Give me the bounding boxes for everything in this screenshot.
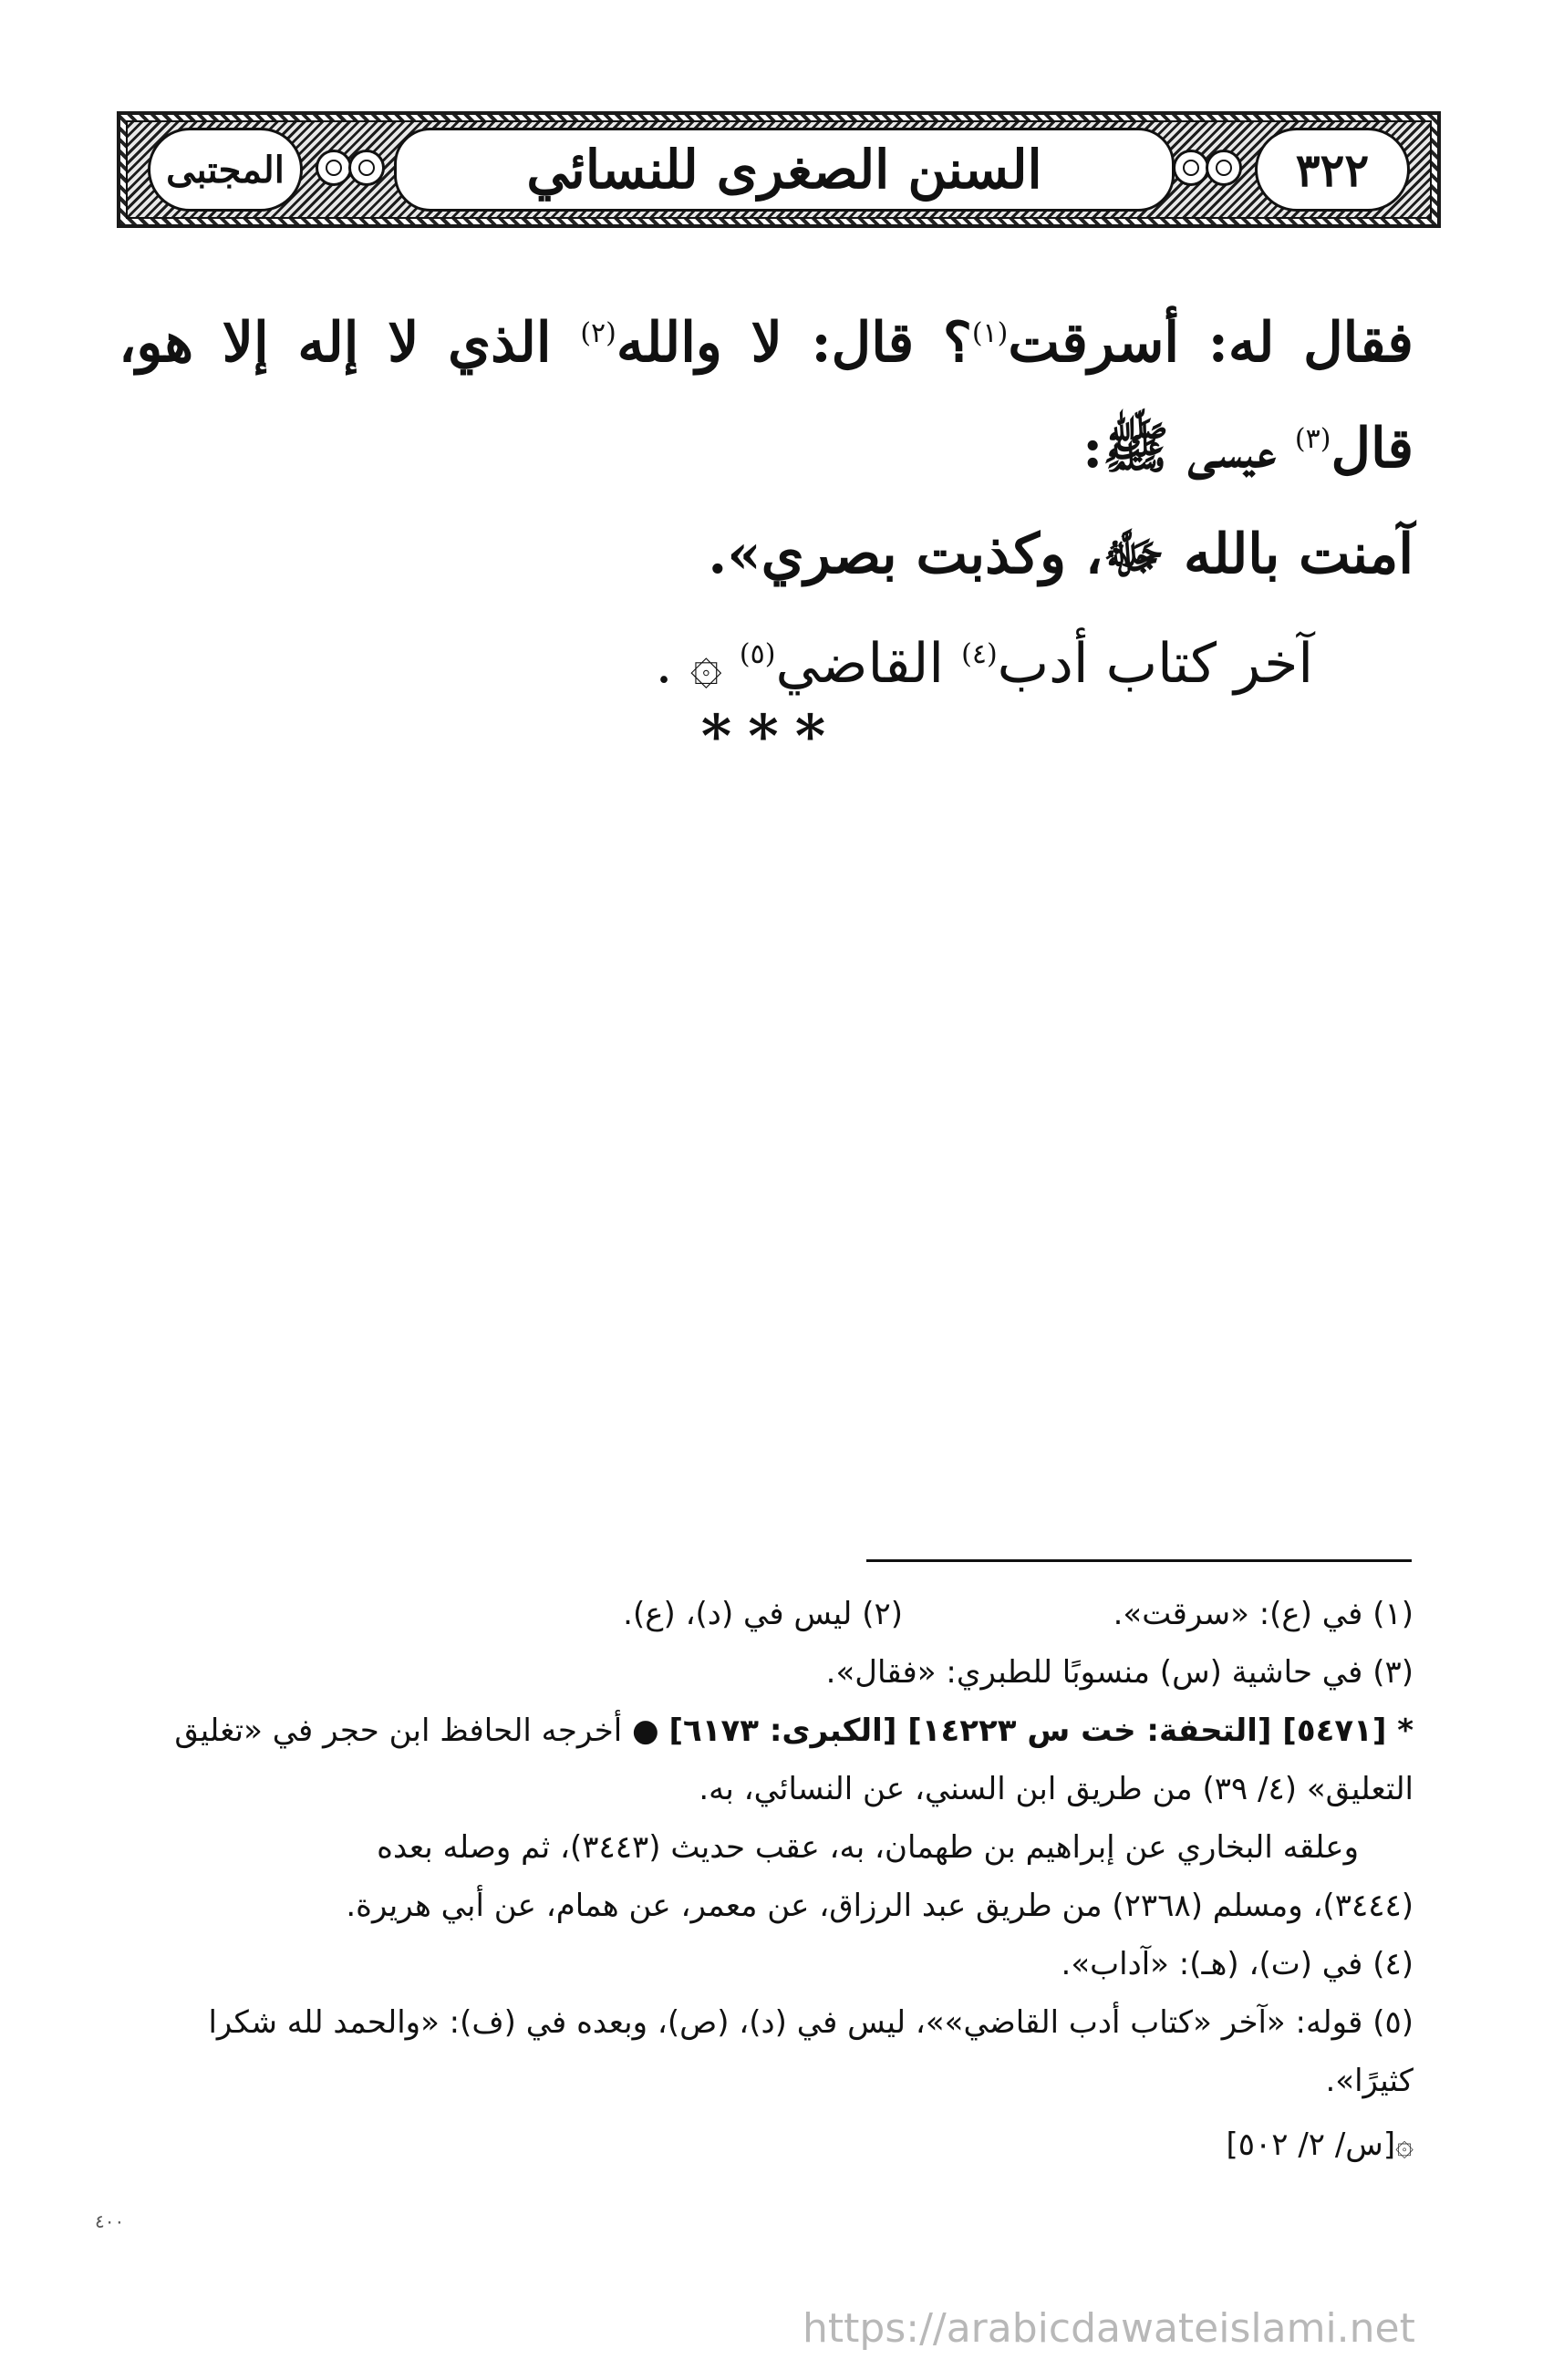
footnote-5: (٥) قوله: «آخر «كتاب أدب القاضي»»، ليس في (د)، (ص)، وبعده في (ف): «والحمد لله شكرا <box>208 2004 1414 2041</box>
footnote-marker[interactable]: (٣) <box>1294 423 1331 455</box>
watermark-url: https://arabicdawateislami.net <box>803 2305 1415 2352</box>
takhrij-line: التعليق» (٤/ ٣٩) من طريق ابن السني، عن النسائي، به. <box>699 1771 1414 1807</box>
footnote-divider <box>866 1559 1412 1562</box>
footnote-5-continued: كثيرًا». <box>1325 2063 1414 2099</box>
hadith-line: آمنت بالله ﷻ، وكذبت بصري». <box>708 523 1414 586</box>
ornament-knot-icon <box>316 150 352 186</box>
series-title-cartouche <box>148 128 303 212</box>
ornament-knot-icon <box>1173 150 1209 186</box>
section-separator: *** <box>700 702 843 771</box>
text-segment: الذي لا إله إلا هو، قال <box>119 311 1414 481</box>
hadith-text <box>119 290 1414 717</box>
text-segment: ۞ . <box>655 632 740 696</box>
footnote-marker[interactable]: (١) <box>971 317 1009 349</box>
ornament-knot-icon <box>1206 150 1242 186</box>
page-number: ٣٢٢ <box>1295 142 1370 197</box>
page-reference: ۞[س/ ٢/ ٥٠٢] <box>1226 2126 1414 2163</box>
page-header-banner <box>117 111 1441 228</box>
book-title: السنن الصغرى للنسائي <box>526 139 1042 201</box>
chapter-closing-line <box>119 611 1414 717</box>
footnote-2: (٢) ليس في (د)، (ع). <box>623 1596 903 1632</box>
takhrij-text: ● أخرجه الحافظ ابن حجر في «تغليق <box>174 1713 669 1749</box>
text-segment: آخر كتاب أدب <box>997 632 1313 696</box>
page-number-cartouche <box>1255 128 1410 212</box>
takhrij-line <box>119 1702 1414 1760</box>
text-segment: فقال له: أسرقت <box>1008 311 1414 375</box>
takhrij-reference: * [٥٤٧١] [التحفة: خت س ١٤٢٢٣] [الكبرى: ٦١٧٣] <box>668 1713 1414 1749</box>
footnote-1: (١) في (ع): «سرقت». <box>1113 1596 1414 1632</box>
corner-mark: ٤٠٠ <box>95 2210 125 2232</box>
takhrij-line: وعلقه البخاري عن إبراهيم بن طهمان، به، عقب حديث (٣٤٤٣)، ثم وصله بعده <box>377 1829 1359 1866</box>
hadith-line <box>119 290 1414 502</box>
footnote-marker[interactable]: (٢) <box>580 317 616 349</box>
footnotes-section <box>119 1585 1414 2174</box>
ornament-knot-icon <box>348 150 385 186</box>
footnote-row <box>119 1585 1414 1643</box>
book-title-cartouche <box>394 128 1175 212</box>
text-segment: القاضي <box>775 632 962 696</box>
text-segment: ؟ قال: لا والله <box>616 311 972 375</box>
footnote-4: (٤) في (ت)، (هـ): «آداب». <box>1061 1946 1414 1982</box>
footnote-3: (٣) في حاشية (س) منسوبًا للطبري: «فقال». <box>825 1654 1414 1691</box>
takhrij-line: (٣٤٤٤)، ومسلم (٢٣٦٨) من طريق عبد الرزاق، عن معمر، عن همام، عن أبي هريرة. <box>346 1888 1414 1924</box>
text-segment: عيسى ﷺ: <box>1082 417 1295 481</box>
footnote-marker[interactable]: (٥) <box>739 638 776 670</box>
series-title: المجتبى <box>166 148 285 191</box>
footnote-marker[interactable]: (٤) <box>961 638 998 670</box>
